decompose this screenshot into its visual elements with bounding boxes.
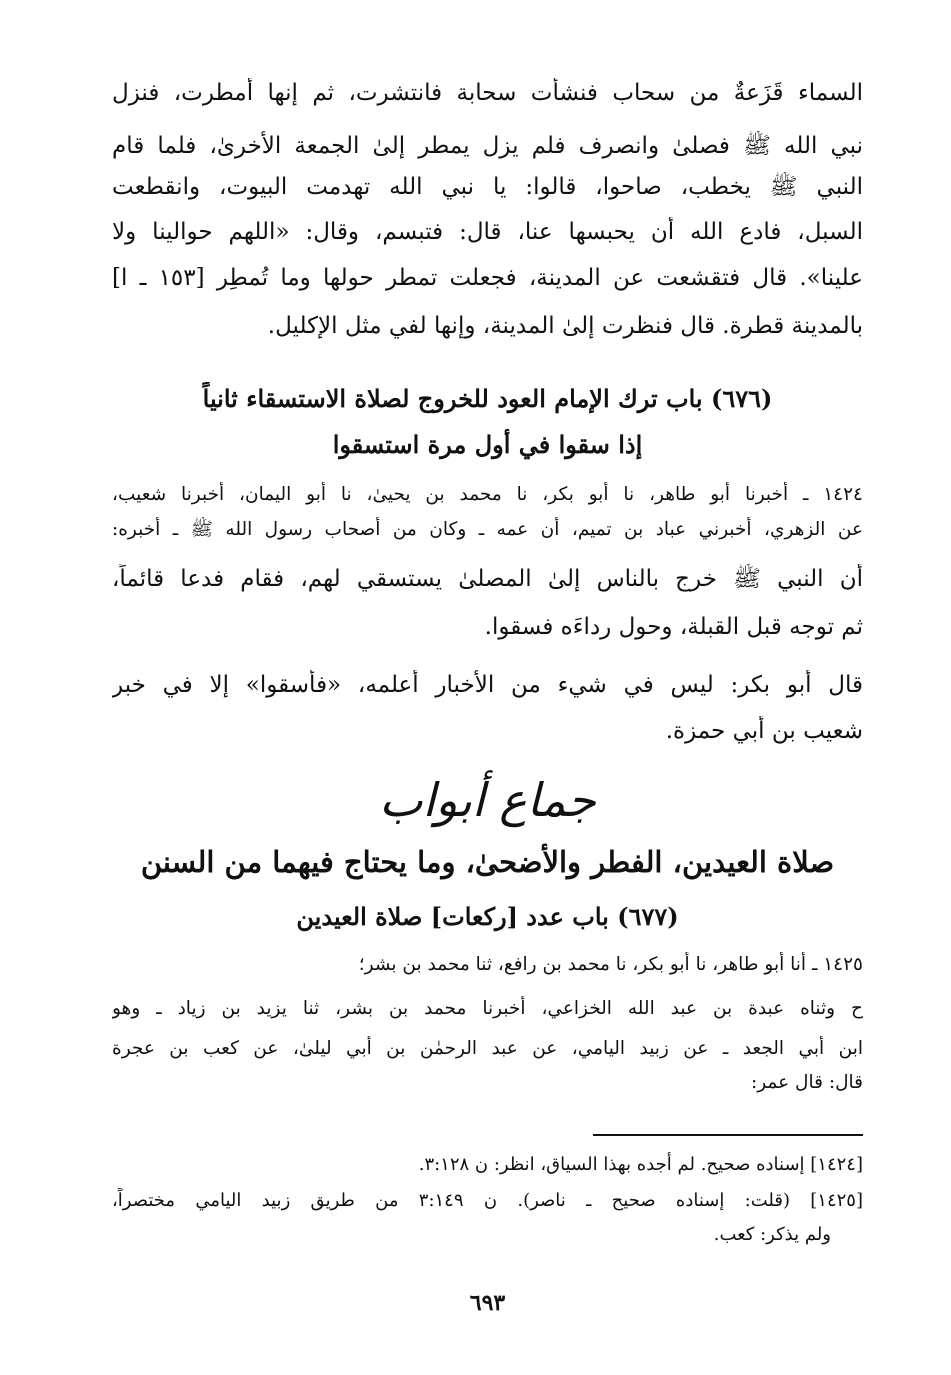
isnad-line: ابن أبي الجعد ـ عن زبيد اليامي، عن عبد الرحمٰن بن أبي ليلىٰ، عن كعب بن عجرة: [112, 1038, 863, 1059]
passage-line: النبي ﷺ يخطب، صاحوا، قالوا: يا نبي الله تهدمت البيوت، وانقطعت: [112, 174, 863, 200]
comment-line: قال أبو بكر: ليس في شيء من الأخبار أعلمه، «فأسقوا» إلا في خبر: [112, 672, 863, 698]
matn-line: أن النبي ﷺ خرج بالناس إلىٰ المصلىٰ يستسقي لهم، فقام فدعا قائماً،: [112, 566, 863, 592]
page-number: ٦٩٣: [469, 1290, 506, 1316]
passage-line: علينا». قال فتقشعت عن المدينة، فجعلت تمطر حولها وما تُمطِر [١٥٣ ـ ا]: [112, 265, 863, 291]
isnad-line: ح وثناه عبدة بن عبد الله الخزاعي، أخبرنا محمد بن بشر، ثنا يزيد بن زياد ـ وهو: [112, 998, 863, 1019]
chapter-title: (٦٧٦) باب ترك الإمام العود للخروج لصلاة الاستسقاء ثانياً: [202, 384, 773, 413]
chapter-title-continued: إذا سقوا في أول مرة استسقوا: [332, 430, 643, 459]
comment-line: شعيب بن أبي حمزة.: [665, 718, 863, 744]
footnote-separator: [593, 1134, 863, 1136]
isnad-line: ١٤٢٥ ـ أنا أبو طاهر، نا أبو بكر، نا محمد بن رافع، ثنا محمد بن بشر؛: [358, 954, 863, 975]
passage-line: بالمدينة قطرة. قال فنظرت إلىٰ المدينة، وإنها لفي مثل الإكليل.: [267, 313, 863, 339]
passage-line: نبي الله ﷺ فصلىٰ وانصرف فلم يزل يمطر إلىٰ الجمعة الأخرىٰ، فلما قام: [112, 133, 863, 159]
matn-line: ثم توجه قبل القبلة، وحول رداءَه فسقوا.: [484, 614, 863, 640]
isnad-line: قال: قال عمر:: [750, 1072, 863, 1093]
chapter-title: (٦٧٧) باب عدد [ركعات] صلاة العيدين: [296, 902, 679, 931]
footnote-line: [١٤٢٤] إسناده صحيح. لم أجده بهذا السياق، انظر: ن ٣:١٢٨.: [418, 1154, 863, 1175]
footnote-line: ولم يذكر: كعب.: [713, 1224, 831, 1245]
passage-line: السبل، فادع الله أن يحبسها عنا، قال: فتبسم، وقال: «اللهم حوالينا ولا: [112, 219, 863, 245]
footnote-line: [١٤٢٥] (قلت: إسناده صحيح ـ ناصر). ن ٣:١٤٩ من طريق زبيد اليامي مختصراً،: [112, 1190, 863, 1211]
isnad-line: ١٤٢٤ ـ أخبرنا أبو طاهر، نا أبو بكر، نا محمد بن يحيىٰ، نا أبو اليمان، أخبرنا شعيب،: [112, 484, 863, 505]
isnad-line: عن الزهري، أخبرني عباد بن تميم، أن عمه ـ وكان من أصحاب رسول الله ﷺ ـ أخبره:: [112, 519, 863, 540]
calligraphy-title: جماع أبواب: [379, 773, 596, 827]
section-title: صلاة العيدين، الفطر والأضحىٰ، وما يحتاج فيهما من السنن: [140, 845, 835, 879]
passage-line: السماء قَزَعةٌ من سحاب فنشأت سحابة فانتشرت، ثم إنها أمطرت، فنزل: [112, 80, 863, 106]
